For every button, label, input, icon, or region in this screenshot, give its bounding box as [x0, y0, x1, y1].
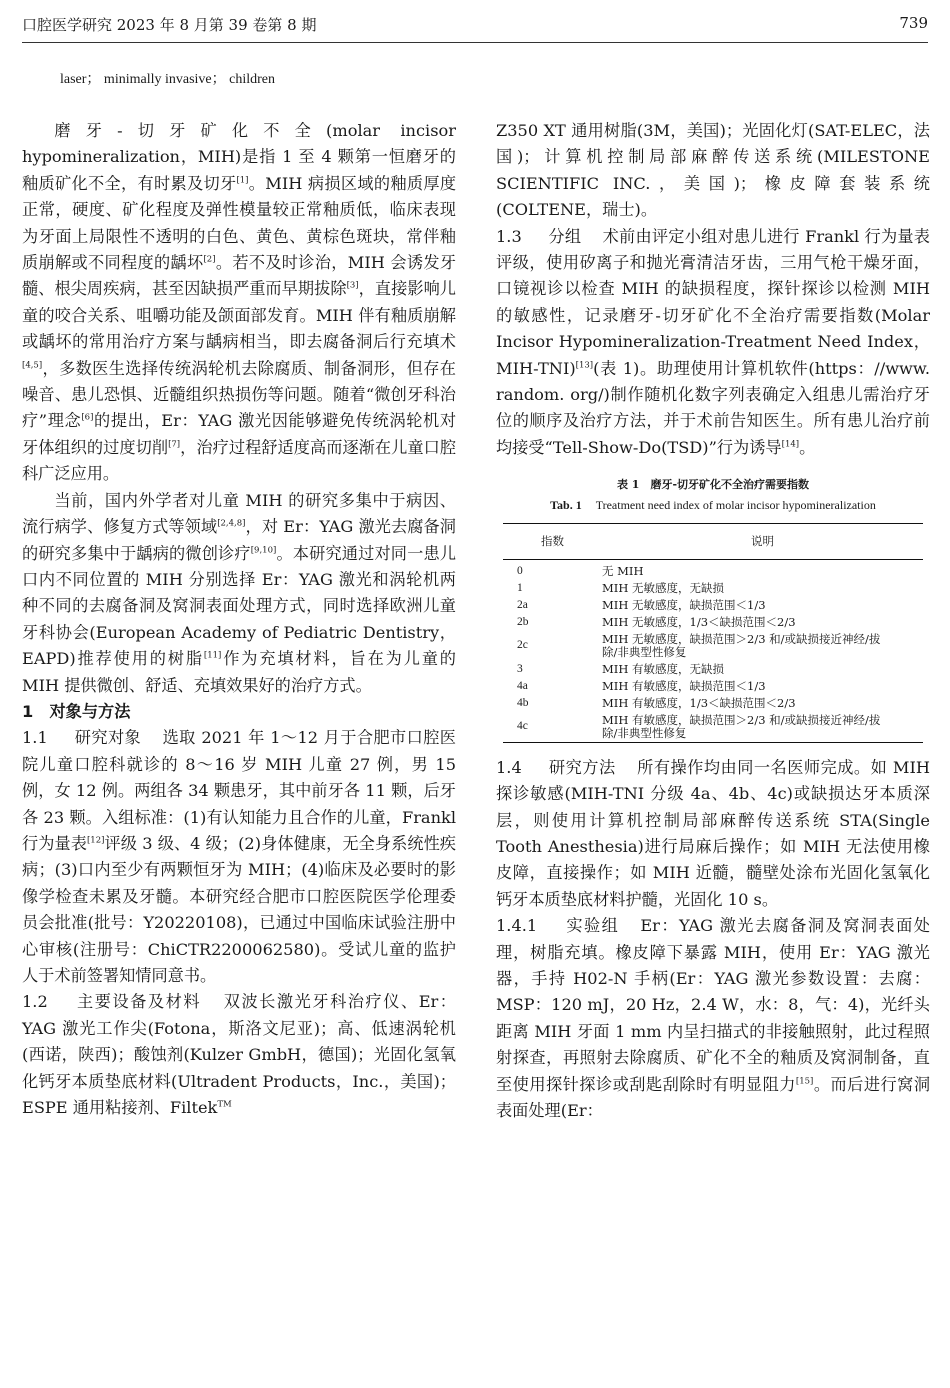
table-row: 4b MIH 有敏感度，1/3＜缺损范围＜2/3 — [517, 695, 796, 710]
subsection-title: 研究方法 — [548, 757, 616, 777]
table-row: 2c MIH 无敏感度，缺损范围＞2/3 和/或缺损接近神经/拔除/非典型性修复 — [517, 631, 881, 659]
citation-ref[interactable]: [15] — [795, 1076, 814, 1087]
citation-ref[interactable]: [4,5] — [22, 360, 43, 371]
table-header-row — [503, 524, 923, 559]
subsection-title: 分组 — [548, 226, 582, 246]
subsection-1-2: 1.2 主要设备及材料 双波长激光牙科治疗仪、Er：YAG 激光工作尖(Fotona，斯洛文尼亚)；高、低速涡轮机(西诺，陕西)；酸蚀剂(Kulzer GmbH，德国)；光固化氢氧化钙牙本质垫底材料(Ultradent Products，Inc.，美国)；ESPE 通用粘接剂、Filtek™ — [22, 992, 456, 1118]
table-caption-chinese: 表 1 磨牙-切牙矿化不全治疗需要指数 — [616, 478, 810, 492]
citation-ref[interactable]: [13] — [575, 360, 594, 371]
subsection-title: 主要设备及材料 — [75, 992, 202, 1012]
running-header — [22, 14, 928, 40]
intro-paragraph-1: 磨牙-切牙矿化不全(molar incisor hypomineralization，MIH)是指 1 至 4 颗第一恒磨牙的釉质矿化不全，有时累及切牙[1]。MIH 病损区域的釉质厚度正常，硬度、矿化程度及弹性模量较正常釉质低，临床表现为牙面上局限性不透明的白色、黄色、黄棕色斑块，常伴釉质崩解或不同程度的龋坏[2]。若不及时诊治，MIH 会诱发牙髓、根尖周疾病，甚至因缺损严重而早期拔除[3]，直接影响儿童的咬合关系、咀嚼功能及颌面部发育。MIH 伴有釉质崩解或龋坏的常用治疗方案与龋病相当，即去腐备洞后行充填术[4,5]，多数医生选择传统涡轮机去除腐质、制备洞形，但存在噪音、患儿恐惧、近髓组织热损伤等问题。随着“微创牙科治疗”理念[6]的提出，Er：YAG 激光因能够避免传统涡轮机对牙体组织的过度切削[7]，治疗过程舒适度高而逐渐在儿童口腔科广泛应用。 — [22, 121, 457, 484]
table-row: 0 无 MIH — [517, 563, 644, 578]
keywords-line: laser； minimally invasive； children — [60, 72, 276, 87]
intro-paragraph-2: 当前，国内外学者对儿童 MIH 的研究多集中于病因、流行病学、修复方式等领域[2,4,8]，对 Er：YAG 激光去腐备洞的研究多集中于龋病的微创诊疗[9,10]。本研究通过对同一患儿口内不同位置的 MIH 分别选择 Er：YAG 激光和涡轮机两种不同的去腐备洞及窝洞表面处理方式，同时选择欧洲儿童牙科协会(European Academy of Pediatric Dentistry，EAPD)推荐使用的树脂[11]作为充填材料，旨在为儿童的 MIH 提供微创、舒适、充填效果好的治疗方式。 — [22, 490, 457, 695]
subsection-title: 研究对象 — [74, 728, 142, 748]
citation-ref[interactable]: [12] — [86, 835, 105, 846]
table-row: 3 MIH 有敏感度，无缺损 — [517, 661, 725, 676]
left-column — [22, 118, 456, 1121]
subsection-1-4: 1.4 研究方法 所有操作均由同一名医师完成。如 MIH 探诊敏感(MIH-TNI 分级 4a、4b、4c)或缺损达牙本质深层，则使用计算机控制局部麻醉传送系统 STA(Single Tooth Anesthesia)进行局麻后操作；如 MIH 无法使用橡皮障，直接操作；如 MIH 近髓，髓壁处涂布光固化氢氧化钙牙本质垫底材料护髓，光固化 10 s。 — [496, 757, 930, 909]
right-column — [496, 118, 930, 1124]
table-row: 4c MIH 有敏感度，缺损范围＞2/3 和/或缺损接近神经/拔除/非典型性修复 — [503, 712, 923, 743]
subsection-1-1: 1.1 研究对象 选取 2021 年 1～12 月于合肥市口腔医院儿童口腔科就诊的 8～16 岁 MIH 儿童 27 例，男 15 例，女 12 例。两组各 34 颗患牙，其中前牙各 11 颗，后牙各 23 颗。入组标准：(1)有认知能力且合作的儿童，Frankl 行为量表[12]评级 3 级、4 级；(2)身体健康，无全身系统性疾病；(3)口内至少有两颗恒牙为 MIH；(4)临床及必要时的影像学检查未累及牙髓。本研究经合肥市口腔医院医学伦理委员会批准(批号：Y20220108)，已通过中国临床试验注册中心审核(注册号：ChiCTR2200062580)。受试儿童的监护人于术前签署知情同意书。 — [22, 728, 456, 985]
citation-ref[interactable]: [7] — [168, 439, 181, 450]
table-row: 2a MIH 无敏感度，缺损范围＜1/3 — [517, 597, 766, 612]
citation-ref[interactable]: [3] — [346, 281, 359, 292]
table-1 — [496, 475, 930, 742]
table-row: 1 MIH 无敏感度，无缺损 — [517, 580, 725, 595]
page-number: 739 — [899, 14, 928, 32]
trademark-mark: TM — [217, 1099, 232, 1110]
citation-ref[interactable]: [2] — [203, 254, 216, 265]
subsection-title: 实验组 — [564, 916, 620, 936]
subsection-1-4-1: 1.4.1 实验组 Er：YAG 激光去腐备洞及窝洞表面处理，树脂充填。橡皮障下暴露 MIH，使用 Er：YAG 激光器，手持 H02-N 手柄(Er：YAG 激光参数设置：去腐：MSP：120 mJ，20 Hz，2.4 W，水：8，气：4)，光纤头距离 MIH 牙面 1 mm 内呈扫描式的非接触照射，此过程照射探查，再照射去除腐质、矿化不全的釉质及窝洞制备，直至使用探针探诊或刮匙刮除时有明显阻力[15]。而后进行窝洞表面处理(Er： — [496, 916, 931, 1120]
citation-ref[interactable]: [9,10] — [250, 545, 277, 556]
citation-ref[interactable]: [14] — [781, 439, 800, 450]
table-header-index: 指数 — [541, 534, 564, 549]
section-heading-methods: 1 对象与方法 — [22, 701, 131, 721]
table-header-description: 说明 — [751, 534, 774, 549]
citation-ref[interactable]: [2,4,8] — [217, 518, 246, 529]
table-caption-english: Tab. 1 Treatment need index of molar incisor hypomineralization — [550, 498, 876, 513]
citation-ref[interactable]: [1] — [236, 175, 249, 186]
subsection-1-3: 1.3 分组 术前由评定小组对患儿进行 Frankl 行为量表评级，使用矽离子和抛光膏清洁牙齿，三用气枪干燥牙面，口镜视诊以检查 MIH 的缺损程度，探针探诊以检测 MIH 的敏感性，记录磨牙-切牙矿化不全治疗需要指数(Molar Incisor Hypomineralization-Treatment Need Index，MIH-TNI)[13](表 1)。助理使用计算机软件(https：//www. random. org/)制作随机化数字列表确定入组患儿需治疗牙位的顺序及治疗方法，并于术前告知医生。所有患儿治疗前均接受“Tell-Show-Do(TSD)”行为诱导[14]。 — [496, 226, 930, 457]
mih-tni-table — [503, 523, 923, 742]
table-row: 4a MIH 有敏感度，缺损范围＜1/3 — [517, 678, 766, 693]
table-row: 2b MIH 无敏感度，1/3＜缺损范围＜2/3 — [517, 614, 796, 629]
journal-title: 口腔医学研究 2023 年 8 月第 39 卷第 8 期 — [22, 16, 317, 34]
citation-ref[interactable]: [6] — [81, 413, 94, 424]
header-divider — [22, 42, 928, 43]
subsection-1-2-continued: Z350 XT 通用树脂(3M，美国)；光固化灯(SAT-ELEC，法国)；计算机控制局部麻醉传送系统(MILESTONE SCIENTIFIC INC.，美国)；橡皮障套装系统(COLTENE，瑞士)。 — [496, 121, 930, 220]
citation-ref[interactable]: [11] — [203, 650, 222, 661]
